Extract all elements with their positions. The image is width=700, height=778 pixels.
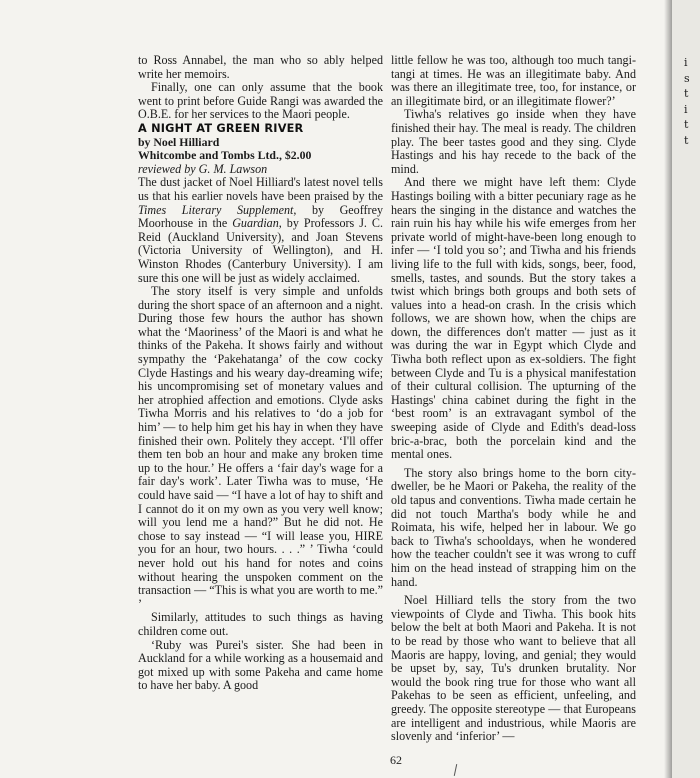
dust-jacket-text-b: , by Geoffrey Moorhouse in the bbox=[138, 202, 383, 231]
left-column bbox=[138, 54, 383, 693]
review-publisher: Whitcombe and Tombs Ltd., $2.00 bbox=[138, 148, 312, 163]
paragraph-ruby: ‘Ruby was Purei's sister. She had been in Auckland for a while working as a housemaid and got mixed up with some Pakeha and came home to have her baby. A good bbox=[138, 637, 383, 693]
paragraph-relatives: Tiwha's relatives go inside when they have finished their hay. The meal is ready. The children play. The beer tastes good and they sing. Clyde Hastings and his hay recede to the back of the mind. bbox=[391, 107, 636, 176]
right-column bbox=[391, 54, 636, 744]
paragraph-viewpoints: Noel Hilliard tells the story from the two viewpoints of Clyde and Tiwha. This book hits below the belt at both Maori and Pakeha. It is not to be read by those who want to believe that all Maoris are happy, loving, and genial; they would be upset by, say, Tu's drunken brutality. Nor would the book ring true for those who want all Pakehas to be seen as efficient, unfeeling, and greedy. The opposite stereotype — that Europeans are intelligent and industrious, while Maoris are slovenly and ‘inferior’ — bbox=[391, 593, 636, 744]
gutter-shadow bbox=[664, 0, 672, 778]
fragment: i bbox=[684, 102, 688, 116]
adjacent-page-fragments bbox=[684, 55, 698, 148]
paragraph-born-city: The story also brings home to the born city-dweller, be he Maori or Pakeha, the reality of the old tapus and conventions. Tiwha made certain he did not touch Martha's body while he and Roimata, his wife, helped her in labour. We go back to Tiwha's schooldays, when he wondered how the teacher couldn't see it was wrong to cuff him on the head instead of strapping him on the hand. bbox=[391, 465, 636, 589]
publication-name-guardian: Guardian bbox=[232, 216, 279, 231]
paragraph-similarly: Similarly, attitudes to such things as having children come out. bbox=[138, 610, 383, 638]
fragment: s bbox=[684, 71, 690, 85]
publication-name-tls: Times Literary Supplement bbox=[138, 202, 294, 217]
page-number: 62 bbox=[390, 753, 402, 767]
fragment: t bbox=[684, 118, 689, 131]
paragraph-story-simple: The story itself is very simple and unfolds during the short space of an afternoon and a night. During those few hours the author has shown what the ‘Maoriness’ of the Maori is and what he thinks of the Pakeha. It shows fairly and without sympathy the ‘Pakehatanga’ of the cow cocky Clyde Hastings and his weary day-dreaming wife; his uncompromising set of monetary values and her atrophied affection and emotions. Clyde asks Tiwha Morris and his relatives to ‘do a job for him’ — to help him get his hay in when they have finished their own. Politely they accept. ‘I'll offer them ten bob an hour and make any broken time up to the hour.’ He offers a ‘fair day's wage for a fair day's work’. Later Tiwha was to muse, ‘He could have said — “I have a lot of hay to shift and I cannot do it on my own as you very well know; will you lend me a hand?” But he did not. He chose to say instead — “I will lease you, HIRE you for an hour, two hours. . . .” ’ Tiwha ‘could never hold out his hand for notes and coins without hearing the unspoken comment on the transaction — “This is what you are worth to me.” ’ bbox=[138, 284, 383, 611]
paragraph-dust-jacket bbox=[138, 176, 383, 285]
review-title: A NIGHT AT GREEN RIVER bbox=[138, 121, 304, 135]
dust-jacket-text-a: The dust jacket of Noel Hilliard's latest novel tells us that his earlier novels have been praised by the bbox=[138, 175, 383, 203]
intro-paragraph-1: to Ross Annabel, the man who so ably helped write her memoirs. bbox=[138, 53, 383, 81]
dust-jacket-text-c: , by Professors J. C. Reid (Auckland University), and Joan Stevens (Victoria University of Wellington), and H. Winston Rhodes (Canterbury University). I am sure this one will be just as widely acclaimed. bbox=[138, 216, 383, 285]
paragraph-left-them: And there we might have left them: Clyde Hastings boiling with a bitter pecuniary rage as he hears the singing in the distance and watches the rain ruin his hay while his wife emerges from her private world of might-have-been long enough to infer — ‘I told you so’; and Tiwha and his friends living life to the full with kids, songs, beer, food, smells, tastes, and sounds. But the story takes a twist which brings both groups and both sets of values into a head-on crash. In the crisis which follows, we are shown how, when the chips are down, the differences don't matter — just as it was during the war in Egypt which Clyde and Tiwha both reflect upon as ex-soldiers. The fight between Clyde and Tu is a physical manifestation of their cultural collision. The upturning of the Hastings' china cabinet during the fight in the ‘best room’ is an extravagant symbol of the sweeping aside of Clyde and Edith's dead-loss bric-a-brac, both the porcelain kind and the mental ones. bbox=[391, 175, 636, 462]
paragraph-little-fellow: little fellow he was too, although too much tangi-tangi at times. He was an illegitimate baby. And was there an illegitimate tree, too, for instance, or an illegitimate bird, or an illegitimate flower?’ bbox=[391, 53, 636, 108]
review-reviewer: reviewed by G. M. Lawson bbox=[138, 161, 268, 176]
review-author: by Noel Hilliard bbox=[138, 134, 220, 149]
fragment: t bbox=[684, 133, 689, 147]
adjacent-page-edge bbox=[672, 0, 700, 778]
scan-mark bbox=[454, 764, 457, 776]
fragment: i bbox=[684, 56, 688, 69]
fragment: t bbox=[684, 87, 689, 100]
intro-paragraph-2: Finally, one can only assume that the book went to print before Guide Rangi was awarded the O.B.E. for her services to the Maori people. bbox=[138, 80, 383, 122]
